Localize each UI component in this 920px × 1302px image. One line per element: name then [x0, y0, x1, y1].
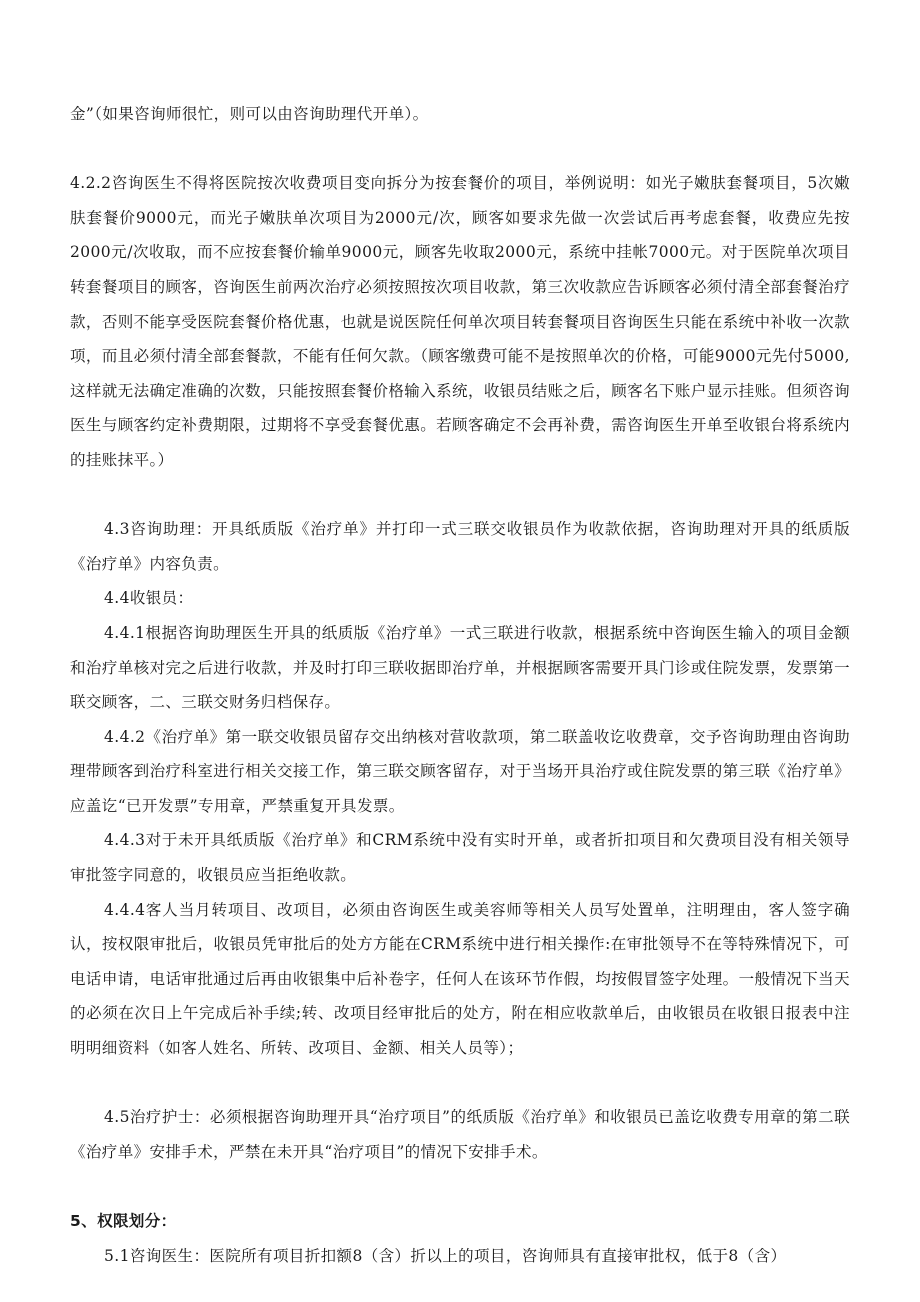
paragraph-4-4: 4.4收银员：	[104, 589, 194, 608]
spacer	[70, 1169, 850, 1204]
paragraph-4-5: 4.5治疗护士：必须根据咨询助理开具“治疗项目”的纸质版《治疗单》和收银员已盖讫收费专用章的第二联《治疗单》安排手术，严禁在未开具“治疗项目”的情况下安排手术。	[70, 1108, 850, 1161]
paragraph-4-4-4: 4.4.4客人当月转项目、改项目，必须由咨询医生或美容师等相关人员写处置单，注明理由，客人签字确认，按权限审批后，收银员凭审批后的处方方能在CRM系统中进行相关操作:在审批领导不在等特殊情况下，可电话申请，电话审批通过后再由收银集中后补卷字，任何人在该环节作假，均按假冒签字处理。一般情况下当天的必须在次日上午完成后补手续;转、改项目经审批后的处方，附在相应收款单后，由收银员在收银日报表中注明明细资料（如客人姓名、所转、改项目、金额、相关人员等）；	[70, 900, 850, 1058]
document-page	[70, 97, 850, 1273]
spacer	[70, 1066, 850, 1101]
paragraph-4-4-1: 4.4.1根据咨询助理医生开具的纸质版《治疗单》一式三联进行收款，根据系统中咨询医生输入的项目金额和治疗单核对完之后进行收款，并及时打印三联收据即治疗单，并根据顾客需要开具门诊或住院发票，发票第一联交顾客，二、三联交财务归档保存。	[70, 623, 850, 712]
paragraph-5-1: 5.1咨询医生：医院所有项目折扣额8（含）折以上的项目，咨询师具有直接审批权，低于8（含）	[104, 1246, 787, 1265]
paragraph-4-3: 4.3咨询助理：开具纸质版《治疗单》并打印一式三联交收银员作为收款依据，咨询助理对开具的纸质版《治疗单》内容负责。	[70, 520, 850, 573]
paragraph-4-4-3: 4.4.3对于未开具纸质版《治疗单》和CRM系统中没有实时开单，或者折扣项目和欠费项目没有相关领导审批签字同意的，收银员应当拒绝收款。	[70, 831, 850, 885]
paragraph-continuation: 金”（如果咨询师很忙，则可以由咨询助理代开单）。	[70, 105, 429, 123]
spacer	[70, 478, 850, 513]
section-heading-5: 5、权限划分：	[70, 1212, 177, 1230]
paragraph-4-4-2: 4.4.2《治疗单》第一联交收银员留存交出纳核对营收款项，第二联盖收讫收费章，交予咨询助理由咨询助理带顾客到治疗科室进行相关交接工作，第三联交顾客留存，对于当场开具治疗或住院发票的第三联《治疗单》应盖讫“已开发票”专用章，严禁重复开具发票。	[70, 727, 850, 815]
spacer	[70, 132, 850, 167]
paragraph-4-2-2: 4.2.2咨询医生不得将医院按次收费项目变向拆分为按套餐价的项目，举例说明：如光子嫩肤套餐项目，5次嫩肤套餐价9000元，而光子嫩肤单次项目为2000元/次，顾客如要求先做一次尝试后再考虑套餐，收费应先按2000元/次收取，而不应按套餐价输单9000元，顾客先收取2000元，系统中挂帐7000元。对于医院单次项目转套餐项目的顾客，咨询医生前两次治疗必须按照按次项目收款，第三次收款应告诉顾客必须付清全部套餐治疗款，否则不能享受医院套餐价格优惠，也就是说医院任何单次项目转套餐项目咨询医生只能在系统中补收一次款项，而且必须付清全部套餐款，不能有任何欠款。（顾客缴费可能不是按照单次的价格，可能9000元先付5000,这样就无法确定准确的次数，只能按照套餐价格输入系统，收银员结账之后，顾客名下账户显示挂账。但须咨询医生与顾客约定补费期限，过期将不享受套餐优惠。若顾客确定不会再补费，需咨询医生开单至收银台将系统内的挂账抹平。）	[70, 174, 850, 469]
